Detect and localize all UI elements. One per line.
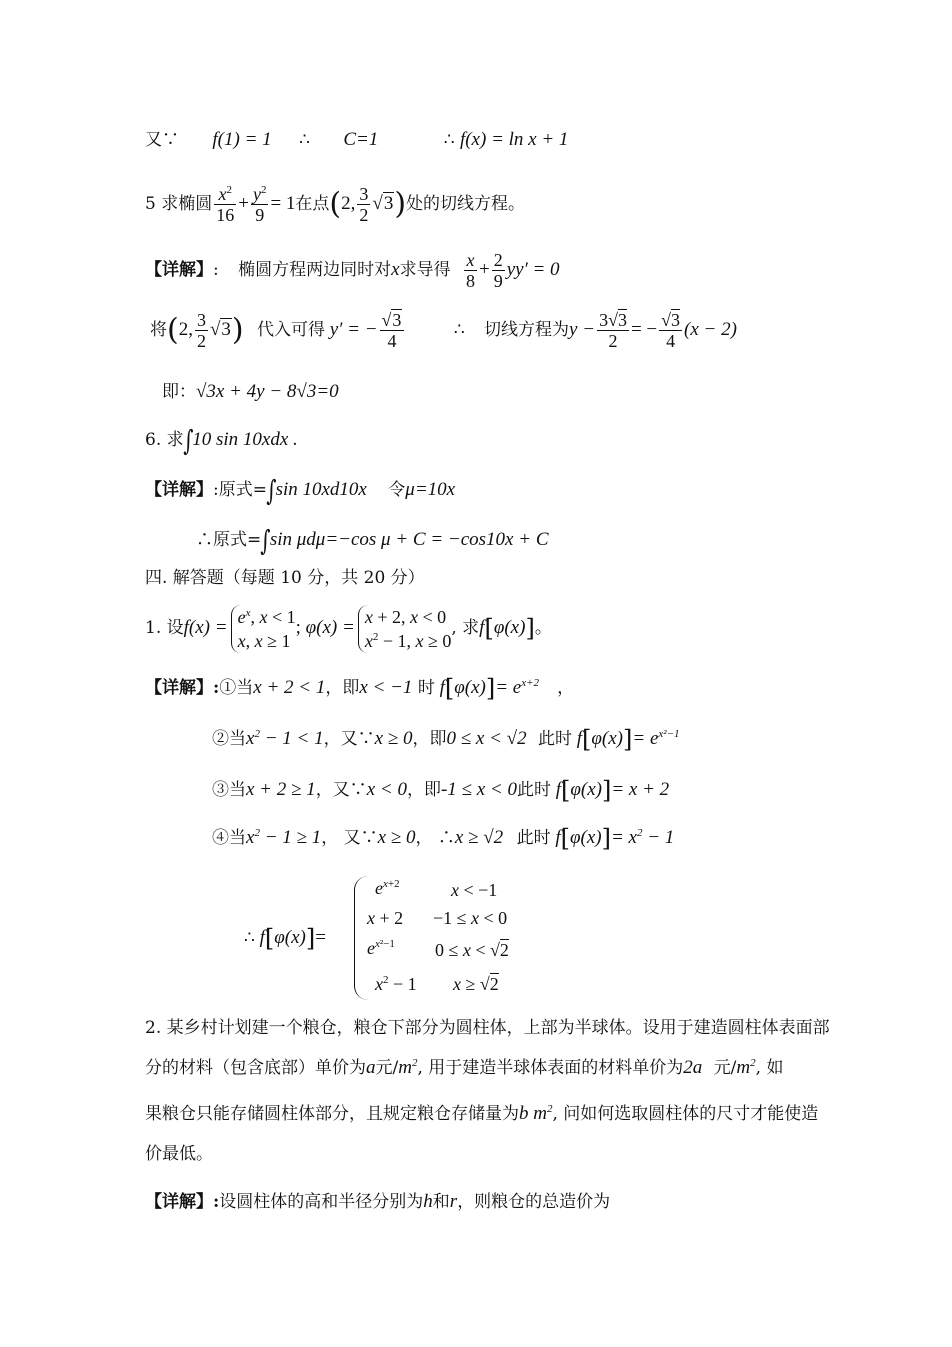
f-cases: $e^x$, x < 1 x, x ≥ 1	[231, 605, 296, 653]
case-then: ，又∵	[323, 729, 375, 749]
p2-text: , 问如何选取圆柱体的尺寸才能使造	[552, 1104, 819, 1124]
case-marker: ④当	[212, 828, 246, 848]
p2-detail-text: 设圆柱体的高和半径分别为	[219, 1192, 424, 1212]
case-x: x ≥ 0	[374, 728, 413, 749]
q6-prefix: 6. 求	[145, 430, 184, 450]
case-marker: ①当	[219, 678, 254, 698]
case-ji: ，即	[412, 729, 447, 749]
p2-line1: 2. 某乡村计划建一个粮仓，粮仓下部分为圆柱体，上部为半球体。设用于建造圆柱体表面部	[145, 1018, 830, 1038]
case-cond: x + 2 ≥ 1	[246, 779, 316, 800]
q5-mid: 在点	[295, 194, 330, 214]
q5-detail-text2: 求导得	[399, 260, 451, 280]
case-ji: ，即	[406, 780, 441, 800]
q5-detail: 【详解】: 椭圆方程两边同时对x求导得 $\frac{x}{8}$ + $\frac{2}{9}$ yy′ = 0	[145, 250, 560, 291]
p1-end: 。	[534, 618, 552, 638]
summary-piecewise: $e^{x+2}$ x < −1 x + 2 −1 ≤ x < 0 $e^{x^2-1}$ 0 ≤ x < √2 $x^2 - 1$ x ≥ √2	[354, 876, 535, 1000]
case-x: x < −1	[359, 677, 413, 698]
detail-label: 【详解】:	[145, 678, 220, 698]
phi-cases: x + 2, x < 0 $x^2 - 1$, x ≥ 0	[358, 605, 452, 653]
p2-unit: 元/	[375, 1058, 399, 1078]
p2-line3: 果粮仓只能存储圆柱体部分，且规定粮仓存储量为b $m^2$, 问如何选取圆柱体的尺寸才能使造	[145, 1103, 819, 1124]
text-you: 又∵	[145, 130, 179, 150]
q6-let: 令	[388, 480, 406, 500]
q5-final-eq: √3x + 4y − 8√3=0	[196, 381, 339, 402]
case-marker: ②当	[212, 729, 246, 749]
colon: :	[213, 260, 219, 280]
case-when: 此时	[516, 828, 551, 848]
p2-and: 和	[432, 1192, 450, 1212]
case-x: x < 0	[366, 779, 407, 800]
q5-suffix: 处的切线方程。	[406, 194, 526, 214]
therefore-symbol: ∴	[244, 928, 255, 948]
p2-text: 果粮仓只能存储圆柱体部分，且规定粮仓存储量为	[145, 1104, 519, 1124]
q6-result: ∴原式=∫sin μdμ=−cos μ + C = −cos10x + C	[196, 523, 549, 557]
q6-detail-text: :原式=	[213, 480, 267, 500]
case-cond: x + 2 < 1	[253, 677, 326, 698]
p1-summary-lhs: ∴ f[φ(x)]=	[244, 924, 326, 953]
p2-line2: 分的材料（包含底部）单价为a元$/m^2$, 用于建造半球体表面的材料单价为2a 元$/m^2$, 如	[145, 1057, 784, 1078]
problem-1: 1. 设f(x) = $e^x$, x < 1 x, x ≥ 1 ; φ(x) = x + 2, x < 0 $x^2 - 1$, x ≥ 0 , 求f[φ(x)]。	[145, 606, 552, 651]
q5-ji: 即：	[162, 382, 196, 402]
q6-integrand: 10 sin 10xdx .	[192, 429, 298, 450]
case-x: x ≥ 0	[377, 827, 416, 848]
q5-final	[162, 380, 339, 404]
detail-label: 【详解】	[145, 480, 213, 500]
p2-text: 分的材料（包含底部）单价为	[145, 1058, 366, 1078]
q5-detail-text: 椭圆方程两边同时对	[238, 260, 392, 280]
therefore-symbol: ∴	[299, 130, 310, 150]
q5-prefix: 5 求椭圆	[145, 194, 213, 214]
q6-detail: 【详解】:原式=∫sin 10xd10x 令μ=10x	[145, 473, 456, 507]
p2-line4: 价最低。	[145, 1144, 213, 1164]
q5-sub-text2: 代入可得	[257, 320, 326, 340]
detail-label: 【详解】	[145, 260, 213, 280]
p1-prefix: 1. 设	[145, 618, 184, 638]
case-when: 此时	[516, 780, 551, 800]
q6-int1: sin 10xd10x	[275, 479, 367, 500]
p2-unit: 元/	[713, 1058, 737, 1078]
frac-y2-9: $\frac{y^2}{9}$	[252, 184, 267, 225]
question-6: 6. 求∫10 sin 10xdx .	[145, 423, 298, 457]
case-when: 时	[417, 678, 435, 698]
frac-x2-16: $\frac{x^2}{16}$	[216, 184, 235, 225]
therefore-symbol: ∴	[453, 320, 465, 340]
math-f1: f(1) = 1	[212, 129, 272, 150]
case-range: -1 ≤ x < 0	[440, 779, 517, 800]
p1-ask: , 求	[451, 618, 480, 638]
question-5: 5 求椭圆 $\frac{x^2}{16}$ + $\frac{y^2}{9}$ = 1在点(2, $\frac{3}{2}$ √3)处的切线方程。	[145, 184, 526, 225]
case-ji: ， ∴	[415, 828, 455, 848]
p1-case-1: 【详解】:①当x + 2 < 1，即x < −1 时 $f[\varphi(x)]= e^{x+2}$ ，	[145, 674, 575, 703]
p2-text: , 用于建造半球体表面的材料单价为	[417, 1058, 684, 1078]
case-when: 此时	[538, 729, 572, 749]
case-marker: ③当	[212, 780, 246, 800]
case-then: ，又∵	[315, 780, 367, 800]
math-fx: f(x) = ln x + 1	[459, 129, 569, 150]
var-r: r	[449, 1191, 458, 1212]
q5-substitute: 将(2, $\frac{3}{2}$ √3) 代入可得 y′ = − $\frac{√3}{4}$ ∴ 切线方程为y − $\frac{3√3}{2}$ = − $\frac{√3}{4}$ (x − 2)	[150, 310, 737, 351]
q5-sub-text1: 将	[150, 320, 167, 340]
q6-therefore: ∴原式=	[196, 530, 262, 550]
p1-case-3: ③当x + 2 ≥ 1，又∵x < 0，即-1 ≤ x < 0此时 f[φ(x)]= x + 2	[212, 776, 670, 805]
p2-text: , 如	[755, 1058, 784, 1078]
case-then: ， 又∵	[321, 828, 378, 848]
var-h: h	[423, 1191, 433, 1212]
line-f-result	[145, 128, 568, 152]
q6-result-eq: sin μdμ=−cos μ + C = −cos10x + C	[269, 529, 549, 550]
p2-detail-text2: ，则粮仓的总造价为	[457, 1192, 611, 1212]
case-range: x ≥ √2	[454, 827, 504, 848]
p1-case-2: ②当$x^2 - 1 < 1$，又∵x ≥ 0，即0 ≤ x < √2 此时 $f[\varphi(x)]= e^{x^2-1}$	[212, 725, 680, 754]
case-then: ，即	[325, 678, 360, 698]
p1-case-4: ④当$x^2 - 1 \ge 1$， 又∵x ≥ 0， ∴x ≥ √2 此时 $f[\varphi(x)]= x^2 - 1$	[212, 824, 675, 853]
section-title: 四. 解答题（每题 10 分，共 20 分）	[145, 568, 425, 588]
p2-detail	[145, 1190, 610, 1214]
q6-mu: μ=10x	[405, 479, 456, 500]
case-range: 0 ≤ x < √2	[446, 728, 527, 749]
detail-label: 【详解】:	[145, 1192, 220, 1212]
q5-sub-text4: 切线方程为	[484, 320, 570, 340]
therefore-symbol: ∴	[443, 130, 455, 150]
math-c: C=1	[343, 129, 379, 150]
